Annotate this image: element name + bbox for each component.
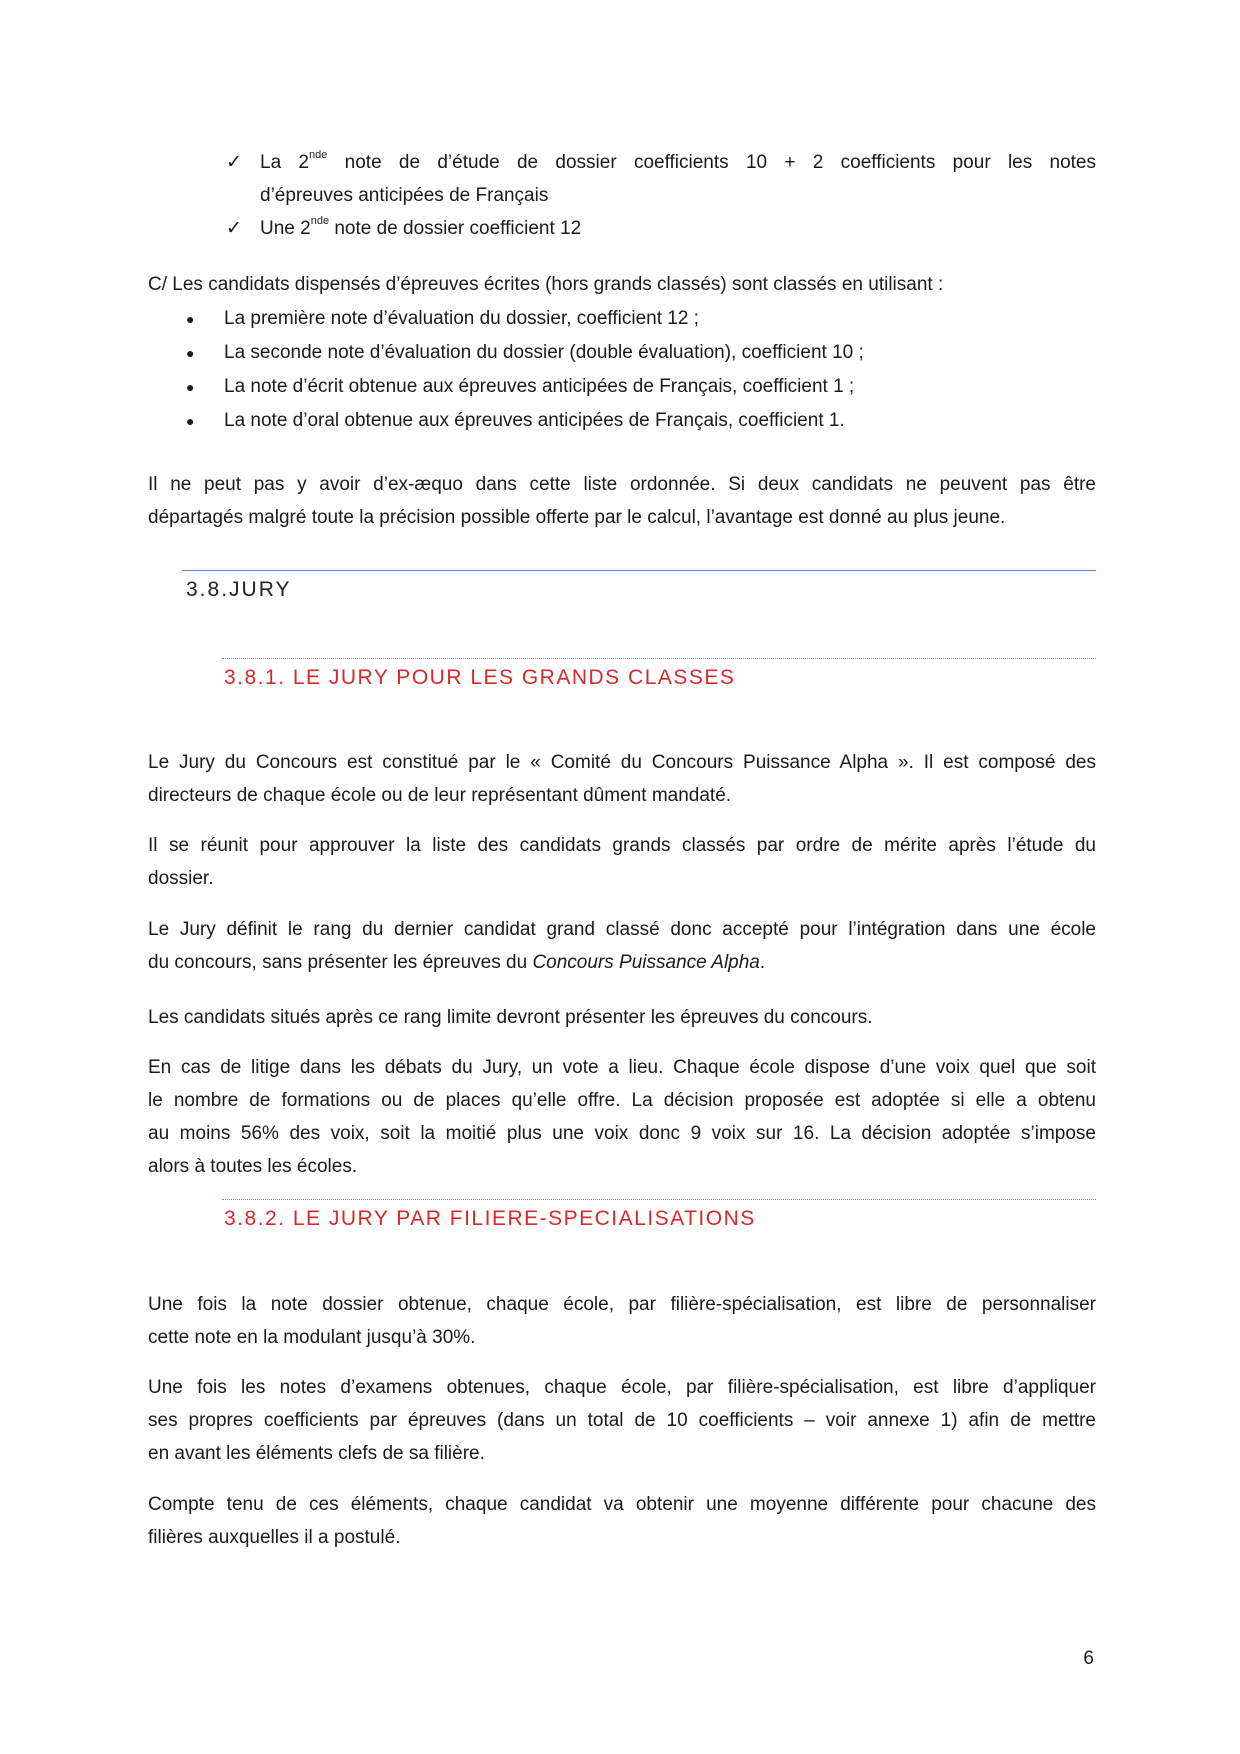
bullet-icon: ● [186,413,195,429]
section-divider [182,570,1096,571]
paragraph-jury-vote: En cas de litige dans les débats du Jury, un vote a lieu. Chaque école dispose d’une voix quel que soit le nombre de formations ou de places qu’elle offre. La décision proposée est adoptée si elle a obtenu au moins 56% des voix, soit la moitié plus une voix donc 9 voix sur 16. La décision adoptée s’impose alors à toutes les écoles. [148,1057,1096,1177]
check-icon: ✓ [226,152,242,173]
paragraph-dossier-modulation: Une fois la note dossier obtenue, chaque école, par filière-spécialisation, est libre de personnaliser cette note en la modulant jusqu’à 30%. [148,1294,1096,1348]
list-item: ● La seconde note d’évaluation du dossier (double évaluation), coefficient 10 ; [224,336,1096,370]
subsection-divider [222,658,1096,659]
subsection-divider [222,1199,1096,1200]
bullet-icon: ● [186,379,195,395]
list-item: ● La note d’écrit obtenue aux épreuves anticipées de Français, coefficient 1 ; [224,370,1096,404]
check-icon: ✓ [226,218,242,239]
checklist [226,146,1097,245]
tie-break-paragraph: Il ne peut pas y avoir d’ex-æquo dans cette liste ordonnée. Si deux candidats ne peuvent pas être départagés malgré toute la précision possible offerte par le calcul, l’avantage est donné au plus jeune. [148,474,1096,528]
list-item: ● La première note d’évaluation du dossier, coefficient 12 ; [224,302,1096,336]
bullet-icon: ● [186,311,195,327]
criteria-list [186,302,1096,438]
paragraph-jury-rank: Le Jury définit le rang du dernier candidat grand classé donc accepté pour l’intégration dans une école du concours, sans présenter les épreuves du Concours Puissance Alpha. [148,919,1096,973]
bullet-icon: ● [186,345,195,361]
page-number: 6 [1083,1648,1094,1669]
paragraph-average: Compte tenu de ces éléments, chaque candidat va obtenir une moyenne différente pour chacune des filières auxquelles il a postulé. [148,1494,1096,1548]
subsection-heading-grands-classes: 3.8.1. LE JURY POUR LES GRANDS CLASSES [224,666,736,689]
list-item: ● La note d’oral obtenue aux épreuves anticipées de Français, coefficient 1. [224,404,1096,438]
subsection-heading-filiere: 3.8.2. LE JURY PAR FILIERE-SPECIALISATIONS [224,1207,756,1230]
paragraph-jury-approval: Il se réunit pour approuver la liste des candidats grands classés par ordre de mérite après l’étude du dossier. [148,835,1096,889]
paragraph-limit-rank: Les candidats situés après ce rang limite devront présenter les épreuves du concours. [148,1007,873,1028]
list-item: ✓ La 2nde note de d’étude de dossier coefficients 10 + 2 coefficients pour les notes d’épreuves anticipées de Français [260,146,1096,212]
paragraph-jury-composition: Le Jury du Concours est constitué par le « Comité du Concours Puissance Alpha ». Il est composé des directeurs de chaque école ou de leur représentant dûment mandaté. [148,752,1096,806]
section-heading-jury: 3.8.JURY [186,578,292,601]
paragraph-exam-coefficients: Une fois les notes d’examens obtenues, chaque école, par filière-spécialisation, est libre d’appliquer ses propres coefficients par épreuves (dans un total de 10 coefficients – voir annexe 1) afin de mettre en avant les éléments clefs de sa filière. [148,1377,1096,1464]
list-item: ✓ Une 2nde note de dossier coefficient 12 [260,212,1096,245]
section-c-intro: C/ Les candidats dispensés d’épreuves écrites (hors grands classés) sont classés en utilisant : [148,274,944,295]
